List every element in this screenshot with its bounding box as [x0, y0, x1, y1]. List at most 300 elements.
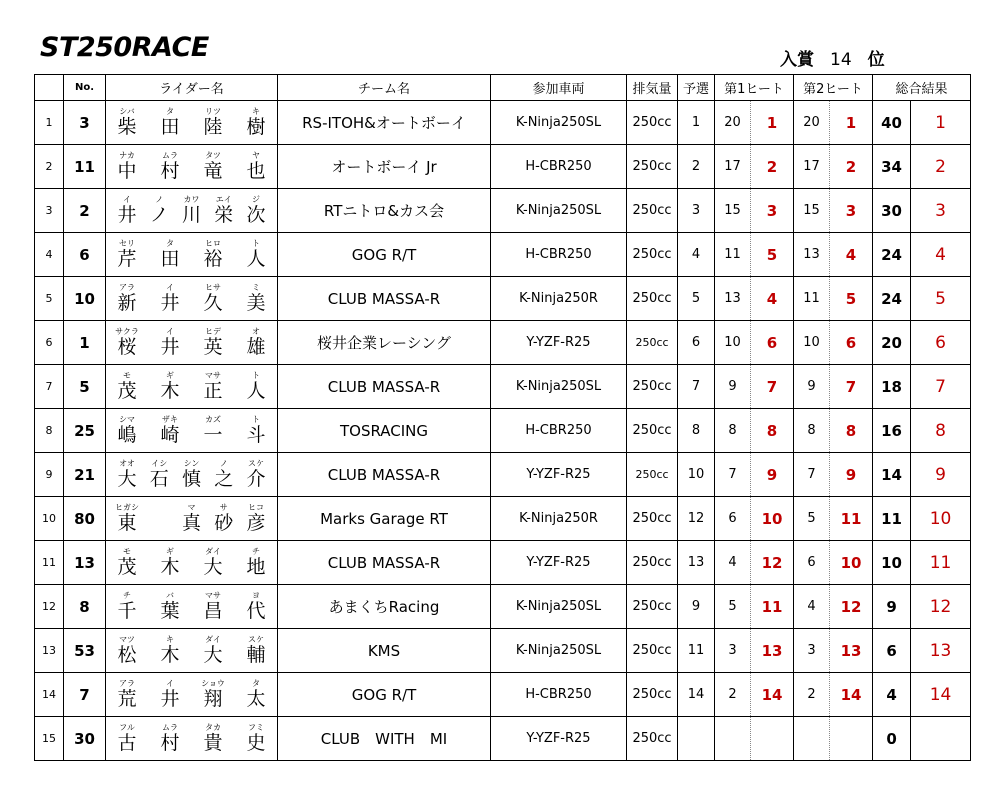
rider-name-char	[243, 415, 269, 446]
rider-name-char	[211, 195, 237, 226]
heat2-points-cell: 2	[794, 673, 830, 717]
rider-name-char	[243, 547, 269, 578]
rider-name-char	[114, 283, 140, 314]
heat1-position-cell: 12	[751, 541, 794, 585]
heat2-position-cell: 8	[830, 409, 873, 453]
rider-name-char	[114, 327, 140, 358]
rider-kanji: ノ	[149, 204, 169, 226]
heat1-points-cell: 10	[715, 321, 751, 365]
team-cell: KMS	[278, 629, 491, 673]
heat2-points-cell: 10	[794, 321, 830, 365]
rider-kanji: 史	[246, 732, 266, 754]
rider-name-char	[114, 415, 140, 446]
rider-furigana: タカ	[205, 723, 221, 732]
heat1-position-cell: 7	[751, 365, 794, 409]
heat2-points-cell: 13	[794, 233, 830, 277]
table-row	[35, 673, 971, 717]
header-machine: 参加車両	[491, 75, 627, 101]
heat1-points-cell: 17	[715, 145, 751, 189]
table-row	[35, 541, 971, 585]
rider-kanji: 斗	[246, 424, 266, 446]
rider-name-char	[146, 459, 172, 490]
table-row	[35, 101, 971, 145]
rider-furigana: ト	[252, 239, 260, 248]
position-cell: 9	[35, 453, 64, 497]
rider-kanji: 正	[203, 380, 223, 402]
machine-cell: K-Ninja250SL	[491, 189, 627, 233]
rider-name-char	[243, 239, 269, 270]
header-total: 総合結果	[873, 75, 971, 101]
rider-kanji: 大	[117, 468, 137, 490]
rider-furigana: ヒロ	[205, 239, 221, 248]
final-position-cell: 13	[911, 629, 971, 673]
position-cell: 10	[35, 497, 64, 541]
total-points-cell: 9	[873, 585, 911, 629]
rider-kanji: 井	[160, 336, 180, 358]
rider-name-char	[211, 459, 237, 490]
rider-kanji: 地	[246, 556, 266, 578]
rider-furigana: シマ	[119, 415, 135, 424]
rider-name-char	[157, 723, 183, 754]
heat2-points-cell: 17	[794, 145, 830, 189]
header-heat2: 第2ヒート	[794, 75, 873, 101]
heat1-points-cell: 11	[715, 233, 751, 277]
final-position-cell: 7	[911, 365, 971, 409]
displacement-cell: 250cc	[627, 497, 678, 541]
displacement-cell: 250cc	[627, 541, 678, 585]
displacement-cell: 250cc	[627, 145, 678, 189]
heat1-position-cell: 5	[751, 233, 794, 277]
qualifying-cell	[678, 717, 715, 761]
rider-name-char	[243, 635, 269, 666]
rider-kanji: 砂	[214, 512, 234, 534]
rider-kanji: 木	[160, 556, 180, 578]
heat1-position-cell: 14	[751, 673, 794, 717]
rider-name-char	[243, 723, 269, 754]
rider-furigana: フミ	[248, 723, 264, 732]
rider-furigana: セリ	[119, 239, 135, 248]
rider-furigana: アラ	[119, 679, 135, 688]
rider-kanji: 井	[160, 688, 180, 710]
heat2-position-cell: 11	[830, 497, 873, 541]
rider-furigana: ノ	[155, 195, 164, 204]
award-prefix: 入賞	[780, 50, 814, 70]
machine-cell: K-Ninja250SL	[491, 101, 627, 145]
bib-number-cell: 30	[64, 717, 106, 761]
rider-furigana: シン	[183, 459, 200, 468]
rider-kanji: 美	[246, 292, 266, 314]
machine-cell: Y-YZF-R25	[491, 453, 627, 497]
team-cell: RTニトロ&カス会	[278, 189, 491, 233]
rider-kanji: 松	[117, 644, 137, 666]
rider-furigana: ヒサ	[205, 283, 221, 292]
team-cell: GOG R/T	[278, 233, 491, 277]
displacement-cell: 250cc	[627, 453, 678, 497]
position-cell: 13	[35, 629, 64, 673]
heat1-position-cell: 2	[751, 145, 794, 189]
rider-furigana: フル	[119, 723, 135, 732]
bib-number-cell: 21	[64, 453, 106, 497]
heat2-position-cell: 6	[830, 321, 873, 365]
heat2-position-cell: 12	[830, 585, 873, 629]
header-heat1: 第1ヒート	[715, 75, 794, 101]
heat2-position-cell	[830, 717, 873, 761]
team-cell: CLUB WITH MI	[278, 717, 491, 761]
rider-kanji: 柴	[117, 116, 137, 138]
qualifying-cell: 8	[678, 409, 715, 453]
rider-furigana: チ	[123, 591, 131, 600]
position-cell: 12	[35, 585, 64, 629]
rider-name-char	[157, 239, 183, 270]
displacement-cell: 250cc	[627, 629, 678, 673]
rider-furigana: タ	[252, 679, 260, 688]
bib-number-cell: 80	[64, 497, 106, 541]
heat2-points-cell: 6	[794, 541, 830, 585]
bib-number-cell: 1	[64, 321, 106, 365]
rider-kanji: 樹	[246, 116, 266, 138]
heat2-points-cell: 7	[794, 453, 830, 497]
final-position-cell: 12	[911, 585, 971, 629]
rider-kanji: 新	[117, 292, 137, 314]
rider-name-char	[114, 635, 140, 666]
heat1-points-cell: 9	[715, 365, 751, 409]
position-cell: 2	[35, 145, 64, 189]
total-points-cell: 10	[873, 541, 911, 585]
rider-name-char	[114, 239, 140, 270]
rider-furigana: マツ	[119, 635, 135, 644]
heat1-position-cell: 9	[751, 453, 794, 497]
rider-name-char	[157, 591, 183, 622]
rider-kanji: 裕	[203, 248, 223, 270]
rider-name-char	[114, 195, 140, 226]
rider-furigana: チ	[252, 547, 260, 556]
rider-furigana: ミ	[252, 283, 260, 292]
position-cell: 14	[35, 673, 64, 717]
table-row	[35, 189, 971, 233]
rider-furigana: イ	[166, 679, 174, 688]
team-cell: RS-ITOH&オートボーイ	[278, 101, 491, 145]
rider-furigana: バ	[166, 591, 174, 600]
final-position-cell: 3	[911, 189, 971, 233]
rider-name-char	[114, 679, 140, 710]
rider-kanji: 木	[160, 380, 180, 402]
position-cell: 5	[35, 277, 64, 321]
rider-furigana: タツ	[205, 151, 221, 160]
qualifying-cell: 2	[678, 145, 715, 189]
header-pos	[35, 75, 64, 101]
machine-cell: K-Ninja250SL	[491, 629, 627, 673]
heat1-position-cell: 4	[751, 277, 794, 321]
heat1-points-cell	[715, 717, 751, 761]
rider-name-cell	[106, 673, 278, 717]
rider-kanji: 之	[214, 468, 234, 490]
rider-kanji: 人	[246, 380, 266, 402]
rider-name-char	[179, 195, 205, 226]
rider-kanji: 茂	[117, 556, 137, 578]
rider-kanji: 崎	[160, 424, 180, 446]
bib-number-cell: 53	[64, 629, 106, 673]
rider-kanji: 栄	[214, 204, 234, 226]
heat1-position-cell: 6	[751, 321, 794, 365]
table-row	[35, 629, 971, 673]
rider-kanji: 也	[246, 160, 266, 182]
header-team: チーム名	[278, 75, 491, 101]
rider-kanji: 古	[117, 732, 137, 754]
table-row	[35, 321, 971, 365]
heat1-position-cell: 3	[751, 189, 794, 233]
award-count: 14	[830, 50, 852, 70]
rider-furigana: ギ	[166, 547, 174, 556]
heat2-points-cell: 4	[794, 585, 830, 629]
team-cell: GOG R/T	[278, 673, 491, 717]
rider-name-cell	[106, 717, 278, 761]
rider-furigana: ダイ	[205, 635, 221, 644]
heat1-points-cell: 7	[715, 453, 751, 497]
team-cell: CLUB MASSA-R	[278, 277, 491, 321]
rider-name-char	[114, 503, 140, 534]
machine-cell: H-CBR250	[491, 233, 627, 277]
rider-furigana: リツ	[205, 107, 221, 116]
heat1-points-cell: 3	[715, 629, 751, 673]
award-info	[780, 45, 885, 70]
rider-furigana: ノ	[219, 459, 228, 468]
qualifying-cell: 11	[678, 629, 715, 673]
rider-furigana: マサ	[205, 371, 221, 380]
rider-kanji: 次	[246, 204, 266, 226]
rider-kanji: 中	[117, 160, 137, 182]
heat2-position-cell: 14	[830, 673, 873, 717]
total-points-cell: 20	[873, 321, 911, 365]
rider-name-char	[114, 723, 140, 754]
rider-kanji: 葉	[160, 600, 180, 622]
rider-kanji: 田	[160, 116, 180, 138]
rider-name-char	[114, 547, 140, 578]
final-position-cell: 8	[911, 409, 971, 453]
total-points-cell: 0	[873, 717, 911, 761]
award-suffix: 位	[867, 50, 885, 70]
rider-kanji: 輔	[246, 644, 266, 666]
rider-kanji: 荒	[117, 688, 137, 710]
rider-name-char	[157, 283, 183, 314]
rider-furigana: スケ	[248, 459, 264, 468]
final-position-cell: 10	[911, 497, 971, 541]
heat2-points-cell	[794, 717, 830, 761]
rider-furigana: イ	[123, 195, 131, 204]
rider-name-char	[211, 503, 237, 534]
rider-furigana: キ	[166, 635, 174, 644]
rider-kanji: 翔	[203, 688, 223, 710]
rider-kanji: 慎	[181, 468, 201, 490]
rider-name-cell	[106, 233, 278, 277]
rider-kanji: 陸	[203, 116, 223, 138]
rider-name-char	[243, 195, 269, 226]
rider-kanji: 芹	[117, 248, 137, 270]
rider-furigana: ナカ	[119, 151, 135, 160]
rider-furigana: オ	[252, 327, 260, 336]
rider-name-char	[114, 591, 140, 622]
position-cell: 15	[35, 717, 64, 761]
rider-kanji: 井	[117, 204, 137, 226]
qualifying-cell: 1	[678, 101, 715, 145]
rider-name-char	[157, 415, 183, 446]
total-points-cell: 40	[873, 101, 911, 145]
rider-furigana: モ	[123, 371, 131, 380]
rider-kanji: 川	[181, 204, 201, 226]
displacement-cell: 250cc	[627, 101, 678, 145]
machine-cell: Y-YZF-R25	[491, 541, 627, 585]
rider-name-char	[243, 327, 269, 358]
rider-furigana: モ	[123, 547, 131, 556]
rider-furigana: カズ	[205, 415, 221, 424]
table-row	[35, 145, 971, 189]
table-row	[35, 585, 971, 629]
displacement-cell: 250cc	[627, 189, 678, 233]
machine-cell: H-CBR250	[491, 673, 627, 717]
rider-name-char	[179, 459, 205, 490]
rider-kanji: 桜	[117, 336, 137, 358]
rider-furigana: ジ	[252, 195, 260, 204]
total-points-cell: 18	[873, 365, 911, 409]
rider-name-char	[200, 239, 226, 270]
rider-name-char	[243, 151, 269, 182]
total-points-cell: 24	[873, 277, 911, 321]
rider-name-cell	[106, 453, 278, 497]
qualifying-cell: 7	[678, 365, 715, 409]
final-position-cell	[911, 717, 971, 761]
position-cell: 11	[35, 541, 64, 585]
final-position-cell: 1	[911, 101, 971, 145]
rider-kanji: 貴	[203, 732, 223, 754]
rider-name-char	[243, 503, 269, 534]
bib-number-cell: 3	[64, 101, 106, 145]
heat1-position-cell: 11	[751, 585, 794, 629]
final-position-cell: 6	[911, 321, 971, 365]
position-cell: 8	[35, 409, 64, 453]
total-points-cell: 16	[873, 409, 911, 453]
machine-cell: Y-YZF-R25	[491, 321, 627, 365]
machine-cell: H-CBR250	[491, 409, 627, 453]
rider-kanji: 昌	[203, 600, 223, 622]
rider-name-char	[114, 151, 140, 182]
displacement-cell: 250cc	[627, 277, 678, 321]
rider-kanji: 大	[203, 556, 223, 578]
final-position-cell: 2	[911, 145, 971, 189]
rider-name-char	[243, 107, 269, 138]
heat2-points-cell: 9	[794, 365, 830, 409]
team-cell: TOSRACING	[278, 409, 491, 453]
header-qual: 予選	[678, 75, 715, 101]
heat2-points-cell: 3	[794, 629, 830, 673]
machine-cell: H-CBR250	[491, 145, 627, 189]
rider-kanji: 千	[117, 600, 137, 622]
rider-name-char	[200, 591, 226, 622]
rider-name-char	[200, 107, 226, 138]
rider-furigana: ヤ	[252, 151, 260, 160]
qualifying-cell: 3	[678, 189, 715, 233]
machine-cell: Y-YZF-R25	[491, 717, 627, 761]
total-points-cell: 11	[873, 497, 911, 541]
rider-furigana: オオ	[119, 459, 135, 468]
heat2-points-cell: 8	[794, 409, 830, 453]
rider-furigana: ヒデ	[205, 327, 221, 336]
bib-number-cell: 5	[64, 365, 106, 409]
rider-name-char	[114, 371, 140, 402]
displacement-cell: 250cc	[627, 233, 678, 277]
team-cell: CLUB MASSA-R	[278, 541, 491, 585]
rider-name-char	[200, 547, 226, 578]
heat2-position-cell: 4	[830, 233, 873, 277]
heat1-position-cell: 1	[751, 101, 794, 145]
rider-name-cell	[106, 629, 278, 673]
rider-furigana: ヒガシ	[115, 503, 139, 512]
rider-kanji: 井	[160, 292, 180, 314]
rider-name-char	[243, 283, 269, 314]
heat1-position-cell: 13	[751, 629, 794, 673]
rider-kanji: 雄	[246, 336, 266, 358]
total-points-cell: 30	[873, 189, 911, 233]
rider-name-char	[146, 195, 172, 226]
table-row	[35, 277, 971, 321]
rider-furigana: アラ	[119, 283, 135, 292]
rider-kanji: 東	[117, 512, 137, 534]
rider-name-char	[200, 283, 226, 314]
team-cell: Marks Garage RT	[278, 497, 491, 541]
bib-number-cell: 7	[64, 673, 106, 717]
total-points-cell: 14	[873, 453, 911, 497]
position-cell: 3	[35, 189, 64, 233]
table-row	[35, 409, 971, 453]
rider-kanji: 介	[246, 468, 266, 490]
rider-furigana: ダイ	[205, 547, 221, 556]
displacement-cell: 250cc	[627, 673, 678, 717]
rider-name-char	[157, 327, 183, 358]
heat2-position-cell: 2	[830, 145, 873, 189]
rider-kanji: 木	[160, 644, 180, 666]
heat1-points-cell: 20	[715, 101, 751, 145]
heat1-points-cell: 8	[715, 409, 751, 453]
bib-number-cell: 8	[64, 585, 106, 629]
rider-furigana: スケ	[248, 635, 264, 644]
rider-name-cell	[106, 321, 278, 365]
rider-furigana: サ	[219, 503, 228, 512]
qualifying-cell: 4	[678, 233, 715, 277]
machine-cell: K-Ninja250R	[491, 277, 627, 321]
total-points-cell: 24	[873, 233, 911, 277]
header-rider: ライダー名	[106, 75, 278, 101]
rider-name-char	[157, 107, 183, 138]
bib-number-cell: 10	[64, 277, 106, 321]
rider-kanji: 竜	[203, 160, 223, 182]
rider-furigana: マ	[187, 503, 196, 512]
displacement-cell: 250cc	[627, 717, 678, 761]
rider-name-char	[200, 679, 226, 710]
heat2-points-cell: 5	[794, 497, 830, 541]
heat1-points-cell: 4	[715, 541, 751, 585]
rider-furigana: マサ	[205, 591, 221, 600]
qualifying-cell: 13	[678, 541, 715, 585]
team-cell: CLUB MASSA-R	[278, 365, 491, 409]
machine-cell: K-Ninja250SL	[491, 585, 627, 629]
team-cell: あまくちRacing	[278, 585, 491, 629]
rider-name-char	[179, 503, 205, 534]
bib-number-cell: 11	[64, 145, 106, 189]
heat1-position-cell: 10	[751, 497, 794, 541]
rider-name-cell	[106, 541, 278, 585]
bib-number-cell: 2	[64, 189, 106, 233]
team-cell: オートボーイ Jr	[278, 145, 491, 189]
machine-cell: K-Ninja250SL	[491, 365, 627, 409]
total-points-cell: 4	[873, 673, 911, 717]
